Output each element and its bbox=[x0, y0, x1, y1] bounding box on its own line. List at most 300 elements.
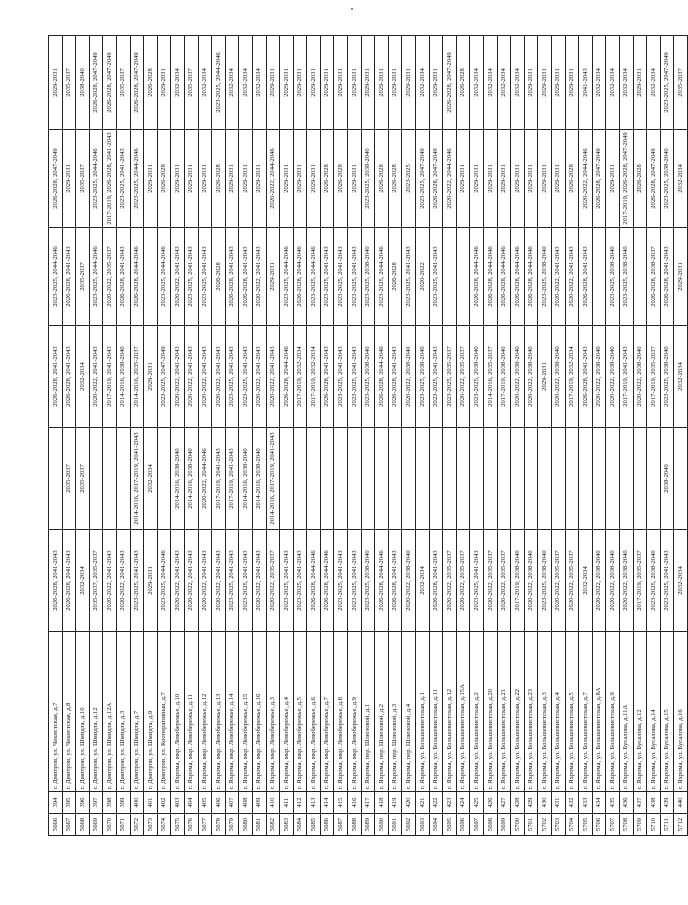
cell-period-a: 2023-2025, 2041-2043 bbox=[348, 530, 362, 632]
cell-period-f: 2032-2034 bbox=[470, 36, 484, 130]
cell-period-e: 2029-2031 bbox=[497, 130, 511, 228]
cell-address: г. Дмитров, ул. Шмидта, д.10 bbox=[76, 632, 90, 792]
cell-period-e: 2029-2031 bbox=[470, 130, 484, 228]
cell-period-e: 2035-2037 bbox=[76, 130, 90, 228]
cell-period-b: 2014-2016, 2017-2019, 2041-2043 bbox=[266, 428, 280, 530]
cell-item-number: 410 bbox=[266, 792, 280, 814]
cell-period-b bbox=[592, 428, 606, 530]
cell-item-number: 429 bbox=[524, 792, 538, 814]
cell-period-a: 2032-2034 bbox=[416, 530, 430, 632]
cell-address: г. Яхрома, мкр. Левобережье, д.8 bbox=[334, 632, 348, 792]
cell-period-f: 2035-2037 bbox=[62, 36, 76, 130]
cell-period-e: 2023-2025, 2047-2049 bbox=[416, 130, 430, 228]
cell-period-e: 2029-2031 bbox=[198, 130, 212, 228]
cell-item-number: 430 bbox=[538, 792, 552, 814]
cell-period-b bbox=[551, 428, 565, 530]
cell-period-b bbox=[116, 428, 130, 530]
cell-address: г. Дмитров, ул. Шмидта, д.3 bbox=[116, 632, 130, 792]
cell-address: г. Яхрома, пер. Шлюзовой, д.1 bbox=[361, 632, 375, 792]
cell-row-number: 5698 bbox=[484, 814, 498, 836]
cell-period-d: 2023-2025, 2041-2043 bbox=[198, 228, 212, 326]
cell-period-c: 2020-2022, 2038-2040 bbox=[633, 326, 647, 428]
cell-period-c: 2017-2019, 2032-2034 bbox=[307, 326, 321, 428]
cell-item-number: 432 bbox=[565, 792, 579, 814]
cell-period-c: 2023-2025, 2038-2040 bbox=[470, 326, 484, 428]
cell-period-e: 2026-2028 bbox=[633, 130, 647, 228]
cell-period-e: 2026-2028 bbox=[157, 130, 171, 228]
cell-period-c: 2023-2025, 2035-2037 bbox=[443, 326, 457, 428]
cell-row-number: 5686 bbox=[320, 814, 334, 836]
cell-row-number: 5681 bbox=[252, 814, 266, 836]
cell-period-b bbox=[456, 428, 470, 530]
cell-period-a: 2020-2022, 2038-2040 bbox=[619, 530, 633, 632]
table-row bbox=[551, 36, 565, 836]
cell-row-number: 5701 bbox=[524, 814, 538, 836]
table-row bbox=[144, 36, 158, 836]
cell-period-a: 2023-2025, 2044-2046 bbox=[157, 530, 171, 632]
cell-row-number: 5679 bbox=[225, 814, 239, 836]
cell-row-number: 5699 bbox=[497, 814, 511, 836]
cell-period-e: 2029-2031 bbox=[144, 130, 158, 228]
cell-address: г. Яхрома, мкр. Левобережье, д.5 bbox=[293, 632, 307, 792]
cell-period-a: 2020-2022, 2035-2037 bbox=[443, 530, 457, 632]
cell-address: г. Яхрома, мкр. Левобережье, д.12 bbox=[198, 632, 212, 792]
cell-item-number: 435 bbox=[606, 792, 620, 814]
cell-address: г. Дмитров, ул. Чекистская, д.8 bbox=[62, 632, 76, 792]
cell-period-c: 2020-2022, 2041-2043 bbox=[184, 326, 198, 428]
cell-period-f: 2029-2031 bbox=[402, 36, 416, 130]
table-row bbox=[62, 36, 76, 836]
cell-period-a: 2023-2025, 2041-2043 bbox=[225, 530, 239, 632]
cell-row-number: 5703 bbox=[551, 814, 565, 836]
cell-period-d bbox=[456, 228, 470, 326]
table-row bbox=[511, 36, 525, 836]
cell-period-e: 2029-2031 bbox=[239, 130, 253, 228]
cell-address: г. Яхрома, ул. Большевистская, д.23 bbox=[524, 632, 538, 792]
table-row bbox=[225, 36, 239, 836]
cell-period-a: 2020-2022, 2041-2043 bbox=[252, 530, 266, 632]
cell-address: г. Яхрома, мкр. Левобережье, д.11 bbox=[184, 632, 198, 792]
cell-row-number: 5704 bbox=[565, 814, 579, 836]
cell-period-f: 2032-2034 bbox=[225, 36, 239, 130]
cell-address: г. Яхрома, ул. Бусалова, д.14 bbox=[647, 632, 661, 792]
cell-period-d: 2026-2028, 2041-2043 bbox=[225, 228, 239, 326]
scan-speck bbox=[351, 8, 353, 10]
cell-period-c: 2020-2022, 2038-2040 bbox=[511, 326, 525, 428]
table-row bbox=[89, 36, 103, 836]
cell-period-e: 2026-2028 bbox=[334, 130, 348, 228]
table-row bbox=[606, 36, 620, 836]
cell-row-number: 5692 bbox=[402, 814, 416, 836]
cell-item-number: 402 bbox=[157, 792, 171, 814]
cell-period-f: 2029-2031 bbox=[375, 36, 389, 130]
cell-period-b bbox=[334, 428, 348, 530]
cell-address: г. Яхрома, ул. Большевистская, д.5 bbox=[565, 632, 579, 792]
cell-row-number: 5708 bbox=[619, 814, 633, 836]
cell-period-e: 2026-2028, 2047-2049 bbox=[647, 130, 661, 228]
cell-period-c: 2020-2022, 2038-2040 bbox=[592, 326, 606, 428]
table-body bbox=[49, 36, 688, 836]
table-row bbox=[103, 36, 117, 836]
cell-period-a: 2026-2028, 2041-2043 bbox=[429, 530, 443, 632]
cell-address: г. Яхрома, ул. Большевистская, д.12 bbox=[443, 632, 457, 792]
rotated-table-container bbox=[48, 36, 684, 836]
cell-period-e: 2026-2028 bbox=[320, 130, 334, 228]
cell-period-d: 2023-2025, 2044-2046 bbox=[307, 228, 321, 326]
cell-address: г. Дмитров, ул. Шмидта, д.12 bbox=[89, 632, 103, 792]
cell-address: г. Яхрома, ул. Большевистская, д.15А bbox=[456, 632, 470, 792]
cell-address: г. Яхрома, ул. Большевистская, д.21 bbox=[497, 632, 511, 792]
cell-period-c: 2023-2025, 2038-2040 bbox=[361, 326, 375, 428]
cell-item-number: 398 bbox=[103, 792, 117, 814]
cell-period-a: 2020-2022, 2035-2037 bbox=[484, 530, 498, 632]
cell-period-d: 2023-2025, 2041-2043 bbox=[348, 228, 362, 326]
table-row bbox=[252, 36, 266, 836]
cell-period-e: 2029-2031 bbox=[184, 130, 198, 228]
cell-row-number: 5668 bbox=[76, 814, 90, 836]
cell-address: г. Яхрома, ул. Бусалова, д.16 bbox=[674, 632, 688, 792]
cell-row-number: 5705 bbox=[579, 814, 593, 836]
table-row bbox=[497, 36, 511, 836]
cell-period-a: 2020-2022, 2041-2043 bbox=[212, 530, 226, 632]
cell-period-b bbox=[524, 428, 538, 530]
cell-period-d: 2023-2025, 2041-2043 bbox=[402, 228, 416, 326]
cell-period-a: 2023-2025, 2038-2040 bbox=[647, 530, 661, 632]
cell-period-d: 2023-2025, 2044-2046 bbox=[49, 228, 63, 326]
cell-period-c: 2026-2028, 2041-2043 bbox=[49, 326, 63, 428]
cell-period-a: 2023-2025, 2038-2040 bbox=[538, 530, 552, 632]
cell-period-f: 2026-2028, 2047-2049 bbox=[103, 36, 117, 130]
cell-item-number: 437 bbox=[633, 792, 647, 814]
cell-period-b: 2014-2016, 2038-2040 bbox=[239, 428, 253, 530]
cell-period-e: 2029-2031 bbox=[62, 130, 76, 228]
table-row bbox=[484, 36, 498, 836]
cell-row-number: 5709 bbox=[633, 814, 647, 836]
cell-period-c: 2020-2022, 2041-2043 bbox=[266, 326, 280, 428]
cell-address: г. Дмитров, ул. Шмидта, д.7 bbox=[130, 632, 144, 792]
cell-period-d: 2026-2028, 2044-2046 bbox=[293, 228, 307, 326]
cell-period-c: 2023-2025, 2041-2043 bbox=[429, 326, 443, 428]
cell-period-b: 2017-2019, 2041-2043 bbox=[225, 428, 239, 530]
cell-period-a: 2020-2022, 2038-2040 bbox=[606, 530, 620, 632]
cell-period-c: 2017-2019, 2041-2043 bbox=[103, 326, 117, 428]
cell-period-c: 2026-2028, 2044-2046 bbox=[375, 326, 389, 428]
cell-row-number: 5691 bbox=[388, 814, 402, 836]
cell-period-c: 2017-2019, 2038-2040 bbox=[497, 326, 511, 428]
cell-period-c: 2020-2022, 2041-2043 bbox=[171, 326, 185, 428]
cell-period-f: 2032-2034 bbox=[511, 36, 525, 130]
cell-period-c: 2026-2028, 2041-2043 bbox=[388, 326, 402, 428]
cell-period-a: 2020-2022, 2038-2040 bbox=[402, 530, 416, 632]
cell-period-f: 2032-2034 bbox=[484, 36, 498, 130]
cell-row-number: 5678 bbox=[212, 814, 226, 836]
cell-item-number: 426 bbox=[484, 792, 498, 814]
cell-period-e: 2023-2025, 2041-2043 bbox=[116, 130, 130, 228]
cell-period-a: 2023-2025, 2041-2043 bbox=[239, 530, 253, 632]
cell-period-d: 2026-2028, 2041-2043 bbox=[660, 228, 674, 326]
cell-row-number: 5684 bbox=[293, 814, 307, 836]
cell-address: г. Яхрома, ул. Большевистская, д.20 bbox=[484, 632, 498, 792]
cell-period-d: 2023-2025, 2038-2040 bbox=[361, 228, 375, 326]
cell-period-d: 2026-2028 bbox=[388, 228, 402, 326]
cell-period-f: 2032-2034 bbox=[647, 36, 661, 130]
cell-row-number: 5706 bbox=[592, 814, 606, 836]
cell-period-e: 2026-2028, 2047-2049 bbox=[592, 130, 606, 228]
table-row bbox=[524, 36, 538, 836]
cell-period-c: 2023-2025, 2041-2043 bbox=[334, 326, 348, 428]
cell-period-a: 2026-2028, 2044-2046 bbox=[307, 530, 321, 632]
cell-period-b bbox=[348, 428, 362, 530]
cell-period-f: 2029-2031 bbox=[320, 36, 334, 130]
cell-item-number: 411 bbox=[280, 792, 294, 814]
cell-period-d: 2026-2028, 2044-2046 bbox=[470, 228, 484, 326]
cell-period-c: 2029-2031 bbox=[144, 326, 158, 428]
cell-item-number: 409 bbox=[252, 792, 266, 814]
cell-address: г. Яхрома, ул. Большевистская, д.7 bbox=[579, 632, 593, 792]
cell-period-c: 2014-2016, 2035-2037 bbox=[484, 326, 498, 428]
cell-period-f: 2029-2031 bbox=[280, 36, 294, 130]
cell-address: г. Яхрома, мкр. Левобережье, д.14 bbox=[225, 632, 239, 792]
cell-period-f: 2038-2040 bbox=[76, 36, 90, 130]
cell-row-number: 5707 bbox=[606, 814, 620, 836]
cell-period-c: 2020-2022, 2038-2040 bbox=[551, 326, 565, 428]
cell-period-e: 2026-2028 bbox=[388, 130, 402, 228]
cell-period-c: 2020-2022, 2041-2043 bbox=[89, 326, 103, 428]
cell-period-b: 2017-2019, 2041-2043 bbox=[212, 428, 226, 530]
cell-item-number: 433 bbox=[579, 792, 593, 814]
cell-period-a: 2023-2025, 2038-2040 bbox=[361, 530, 375, 632]
cell-item-number: 395 bbox=[62, 792, 76, 814]
cell-period-b bbox=[443, 428, 457, 530]
cell-address: г. Яхрома, ул. Большевистская, д.1 bbox=[416, 632, 430, 792]
cell-period-d: 2026-2028, 2041-2043 bbox=[116, 228, 130, 326]
cell-period-a: 2020-2022, 2035-2037 bbox=[497, 530, 511, 632]
cell-address: г. Яхрома, ул. Большевистская, д.3 bbox=[538, 632, 552, 792]
cell-address: г. Яхрома, ул. Большевистская, д.2 bbox=[470, 632, 484, 792]
cell-row-number: 5696 bbox=[456, 814, 470, 836]
cell-period-c: 2023-2025, 2041-2043 bbox=[348, 326, 362, 428]
cell-period-e: 2023-2025, 2044-2046 bbox=[89, 130, 103, 228]
cell-address: г. Яхрома, ул. Бусалова, д.11А bbox=[619, 632, 633, 792]
cell-period-c: 2020-2022, 2041-2043 bbox=[198, 326, 212, 428]
cell-period-c: 2020-2022, 2038-2040 bbox=[524, 326, 538, 428]
cell-period-f: 2032-2034 bbox=[619, 36, 633, 130]
cell-period-d: 2020-2022, 2041-2043 bbox=[551, 228, 565, 326]
table-row bbox=[402, 36, 416, 836]
cell-period-b: 2014-2016, 2038-2040 bbox=[171, 428, 185, 530]
cell-period-b bbox=[280, 428, 294, 530]
cell-period-f: 2026-2028 bbox=[144, 36, 158, 130]
cell-address: г. Яхрома, ул. Большевистская, д.8А bbox=[592, 632, 606, 792]
cell-period-e: 2017-2019, 2026-2028, 2041-2043 bbox=[103, 130, 117, 228]
cell-period-a: 2023-2025, 2041-2043 bbox=[130, 530, 144, 632]
cell-period-b: 2014-2016, 2038-2040 bbox=[252, 428, 266, 530]
table-row bbox=[674, 36, 688, 836]
cell-period-e: 2023-2025 bbox=[402, 130, 416, 228]
cell-period-f: 2029-2031 bbox=[524, 36, 538, 130]
cell-period-e: 2029-2031 bbox=[524, 130, 538, 228]
cell-address: г. Дмитров, ул. Чекистская, д.7 bbox=[49, 632, 63, 792]
cell-item-number: 414 bbox=[320, 792, 334, 814]
cell-item-number: 418 bbox=[375, 792, 389, 814]
cell-period-b: 2032-2034 bbox=[144, 428, 158, 530]
table-row bbox=[470, 36, 484, 836]
cell-item-number: 404 bbox=[184, 792, 198, 814]
cell-period-b bbox=[511, 428, 525, 530]
cell-item-number: 416 bbox=[348, 792, 362, 814]
cell-period-e: 2029-2031 bbox=[348, 130, 362, 228]
cell-period-c: 2020-2022, 2038-2040 bbox=[402, 326, 416, 428]
cell-item-number: 419 bbox=[388, 792, 402, 814]
cell-period-d: 2023-2025, 2044-2046 bbox=[375, 228, 389, 326]
cell-period-e: 2029-2031 bbox=[606, 130, 620, 228]
cell-address: г. Яхрома, пер. Шлюзовой, д.3 bbox=[388, 632, 402, 792]
cell-period-d: 2029-2031 bbox=[674, 228, 688, 326]
cell-period-b bbox=[579, 428, 593, 530]
cell-row-number: 5672 bbox=[130, 814, 144, 836]
cell-row-number: 5688 bbox=[348, 814, 362, 836]
table-row bbox=[198, 36, 212, 836]
table-row bbox=[647, 36, 661, 836]
cell-period-f: 2029-2031 bbox=[293, 36, 307, 130]
cell-period-a: 2023-2025, 2041-2043 bbox=[660, 530, 674, 632]
cell-period-a: 2020-2022, 2041-2043 bbox=[103, 530, 117, 632]
table-row bbox=[212, 36, 226, 836]
cell-period-e: 2029-2031 bbox=[456, 130, 470, 228]
cell-period-c: 2023-2025, 2041-2043 bbox=[239, 326, 253, 428]
cell-period-e: 2029-2031 bbox=[280, 130, 294, 228]
cell-period-d: 2026-2028, 2041-2043 bbox=[579, 228, 593, 326]
cell-row-number: 5697 bbox=[470, 814, 484, 836]
cell-period-c: 2023-2025, 2041-2043 bbox=[225, 326, 239, 428]
cell-address: г. Яхрома, пер. Шлюзовой, д.4 bbox=[402, 632, 416, 792]
cell-period-b bbox=[633, 428, 647, 530]
cell-period-d: 2023-2025, 2041-2043 bbox=[429, 228, 443, 326]
cell-period-b bbox=[565, 428, 579, 530]
cell-period-f: 2032-2034 bbox=[171, 36, 185, 130]
cell-period-b bbox=[89, 428, 103, 530]
cell-period-b: 2035-2037 bbox=[76, 428, 90, 530]
cell-period-a: 2026-2028, 2044-2046 bbox=[375, 530, 389, 632]
cell-period-a: 2020-2022, 2035-2037 bbox=[266, 530, 280, 632]
cell-period-f: 2029-2031 bbox=[429, 36, 443, 130]
cell-period-d: 2023-2025, 2038-2040 bbox=[606, 228, 620, 326]
cell-period-b bbox=[606, 428, 620, 530]
cell-period-c: 2020-2022, 2038-2040 bbox=[606, 326, 620, 428]
cell-period-b bbox=[402, 428, 416, 530]
cell-period-b bbox=[293, 428, 307, 530]
cell-period-f: 2029-2031 bbox=[307, 36, 321, 130]
table-row bbox=[361, 36, 375, 836]
cell-period-b bbox=[619, 428, 633, 530]
table-row bbox=[456, 36, 470, 836]
cell-period-a: 2020-2022, 2038-2040 bbox=[592, 530, 606, 632]
table-row bbox=[239, 36, 253, 836]
cell-period-e: 2029-2031 bbox=[293, 130, 307, 228]
cell-period-b: 2014-2016, 2038-2040 bbox=[184, 428, 198, 530]
cell-period-a: 2020-2022, 2035-2037 bbox=[565, 530, 579, 632]
cell-address: г. Яхрома, ул. Большевистская, д.11 bbox=[429, 632, 443, 792]
cell-period-e: 2029-2031 bbox=[307, 130, 321, 228]
cell-period-f: 2029-2031 bbox=[334, 36, 348, 130]
cell-period-d bbox=[443, 228, 457, 326]
cell-item-number: 422 bbox=[429, 792, 443, 814]
cell-period-d: 2023-2025, 2044-2046 bbox=[157, 228, 171, 326]
cell-item-number: 434 bbox=[592, 792, 606, 814]
table-row bbox=[416, 36, 430, 836]
cell-item-number: 407 bbox=[225, 792, 239, 814]
cell-period-f: 2029-2031 bbox=[551, 36, 565, 130]
cell-period-f: 2029-2031 bbox=[266, 36, 280, 130]
cell-period-e: 2026-2028 bbox=[375, 130, 389, 228]
cell-period-c: 2020-2022, 2035-2037 bbox=[456, 326, 470, 428]
table-row bbox=[320, 36, 334, 836]
cell-address: г. Яхрома, ул. Бусалова, д.12 bbox=[633, 632, 647, 792]
cell-period-a: 2032-2034 bbox=[674, 530, 688, 632]
cell-period-d: 2023-2025, 2041-2043 bbox=[320, 228, 334, 326]
cell-period-b bbox=[647, 428, 661, 530]
cell-address: г. Яхрома, мкр. Левобережье, д.16 bbox=[252, 632, 266, 792]
cell-row-number: 5694 bbox=[429, 814, 443, 836]
cell-row-number: 5674 bbox=[157, 814, 171, 836]
cell-period-d: 2020-2022, 2041-2043 bbox=[171, 228, 185, 326]
table-row bbox=[579, 36, 593, 836]
table-row bbox=[375, 36, 389, 836]
cell-period-d: 2026-2028, 2041-2043 bbox=[239, 228, 253, 326]
cell-period-a: 2035-2037, 2035-2037 bbox=[89, 530, 103, 632]
cell-period-e: 2029-2031 bbox=[484, 130, 498, 228]
cell-period-a: 2020-2022, 2041-2043 bbox=[116, 530, 130, 632]
table-row bbox=[130, 36, 144, 836]
cell-period-d: 2026-2028, 2038-2037 bbox=[647, 228, 661, 326]
cell-period-d: 2026-2028 bbox=[212, 228, 226, 326]
cell-period-f: 2032-2034 bbox=[497, 36, 511, 130]
cell-row-number: 5710 bbox=[647, 814, 661, 836]
cell-period-a: 2023-2025, 2041-2043 bbox=[334, 530, 348, 632]
cell-period-d: 2023-2025, 2044-2046 bbox=[89, 228, 103, 326]
cell-period-a: 2023-2025, 2041-2043 bbox=[280, 530, 294, 632]
cell-period-a: 2020-2022, 2041-2043 bbox=[184, 530, 198, 632]
cell-period-c: 2026-2028, 2041-2043 bbox=[62, 326, 76, 428]
table-row bbox=[266, 36, 280, 836]
cell-item-number: 399 bbox=[116, 792, 130, 814]
cell-item-number: 415 bbox=[334, 792, 348, 814]
cell-period-e: 2029-2031 bbox=[252, 130, 266, 228]
cell-period-f: 2023-2025, 2044-2046 bbox=[212, 36, 226, 130]
table-row bbox=[293, 36, 307, 836]
cell-period-d: 2023-2025, 2038-2040 bbox=[538, 228, 552, 326]
cell-address: г. Яхрома, мкр. Левобережье, д.9 bbox=[348, 632, 362, 792]
cell-address: г. Дмитров, ул. Кооперативная, д.7 bbox=[157, 632, 171, 792]
cell-period-f: 2032-2034 bbox=[416, 36, 430, 130]
cell-row-number: 5669 bbox=[89, 814, 103, 836]
cell-period-d bbox=[592, 228, 606, 326]
table-row bbox=[348, 36, 362, 836]
cell-period-a: 2029-2031 bbox=[144, 530, 158, 632]
cell-row-number: 5695 bbox=[443, 814, 457, 836]
cell-period-a: 2020-2022, 2041-2043 bbox=[198, 530, 212, 632]
cell-period-c: 2017-2019, 2032-2034 bbox=[293, 326, 307, 428]
cell-period-e: 2020-2022, 2044-2046 bbox=[443, 130, 457, 228]
cell-period-a: 2017-2019, 2035-2037 bbox=[633, 530, 647, 632]
table-row bbox=[443, 36, 457, 836]
cell-period-d: 2023-2025, 2041-2043 bbox=[334, 228, 348, 326]
table-row bbox=[538, 36, 552, 836]
cell-period-f: 2029-2031 bbox=[633, 36, 647, 130]
cell-period-e: 2023-2025, 2044-2046 bbox=[130, 130, 144, 228]
cell-period-b bbox=[388, 428, 402, 530]
cell-period-f: 2029-2031 bbox=[49, 36, 63, 130]
